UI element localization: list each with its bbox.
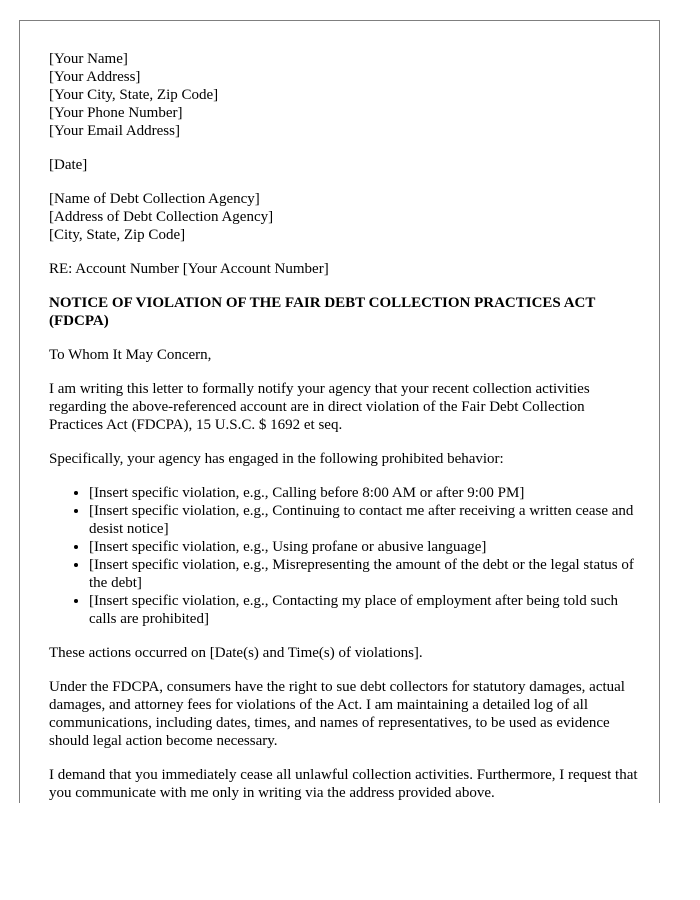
sender-phone: [Your Phone Number] — [49, 105, 183, 121]
sender-address-block — [49, 50, 639, 140]
salutation: To Whom It May Concern, — [49, 347, 212, 363]
violations-list — [49, 484, 639, 628]
occurred-paragraph: These actions occurred on [Date(s) and Time(s) of violations]. — [49, 645, 423, 661]
recipient-name: [Name of Debt Collection Agency] — [49, 191, 260, 207]
rights-paragraph: Under the FDCPA, consumers have the right to sue debt collectors for statutory damages, actual damages, and attorney fees for violations of the Act. I am maintaining a detailed log of all communications, including dates, times, and names of representatives, to be used as evidence should legal action become necessary. — [49, 679, 625, 749]
sender-name: [Your Name] — [49, 51, 128, 67]
sender-address: [Your Address] — [49, 69, 141, 85]
re-line — [49, 260, 639, 278]
list-item: • [Insert specific violation, e.g., Continuing to contact me after receiving a written cease and desist notice] — [89, 502, 639, 538]
letter-date — [49, 156, 639, 174]
letter-page — [19, 20, 660, 803]
list-item: • [Insert specific violation, e.g., Using profane or abusive language] — [89, 538, 639, 556]
list-item: • [Insert specific violation, e.g., Calling before 8:00 AM or after 9:00 PM] — [89, 484, 639, 502]
list-item: • [Insert specific violation, e.g., Misrepresenting the amount of the debt or the legal status of the debt] — [89, 556, 639, 592]
date-text: [Date] — [49, 157, 88, 173]
recipient-address-block — [49, 190, 639, 244]
specifically-paragraph: Specifically, your agency has engaged in the following prohibited behavior: — [49, 451, 504, 467]
re-line-text: RE: Account Number [Your Account Number] — [49, 261, 329, 277]
notice-heading: NOTICE OF VIOLATION OF THE FAIR DEBT COLLECTION PRACTICES ACT (FDCPA) — [49, 295, 596, 329]
letter-content — [49, 50, 639, 803]
intro-paragraph: I am writing this letter to formally notify your agency that your recent collection activities regarding the above-referenced account are in direct violation of the Fair Debt Collection Practices Act (FDCPA), 15 U.S.C. $ 1692 et seq. — [49, 381, 590, 433]
recipient-city-state-zip: [City, State, Zip Code] — [49, 227, 186, 243]
demand-paragraph: I demand that you immediately cease all unlawful collection activities. Furthermore, I request that you communicate with me only in writing via the address provided above. — [49, 767, 638, 801]
sender-email: [Your Email Address] — [49, 123, 180, 139]
list-item: • [Insert specific violation, e.g., Contacting my place of employment after being told such calls are prohibited] — [89, 592, 639, 628]
sender-city-state-zip: [Your City, State, Zip Code] — [49, 87, 219, 103]
recipient-address: [Address of Debt Collection Agency] — [49, 209, 274, 225]
